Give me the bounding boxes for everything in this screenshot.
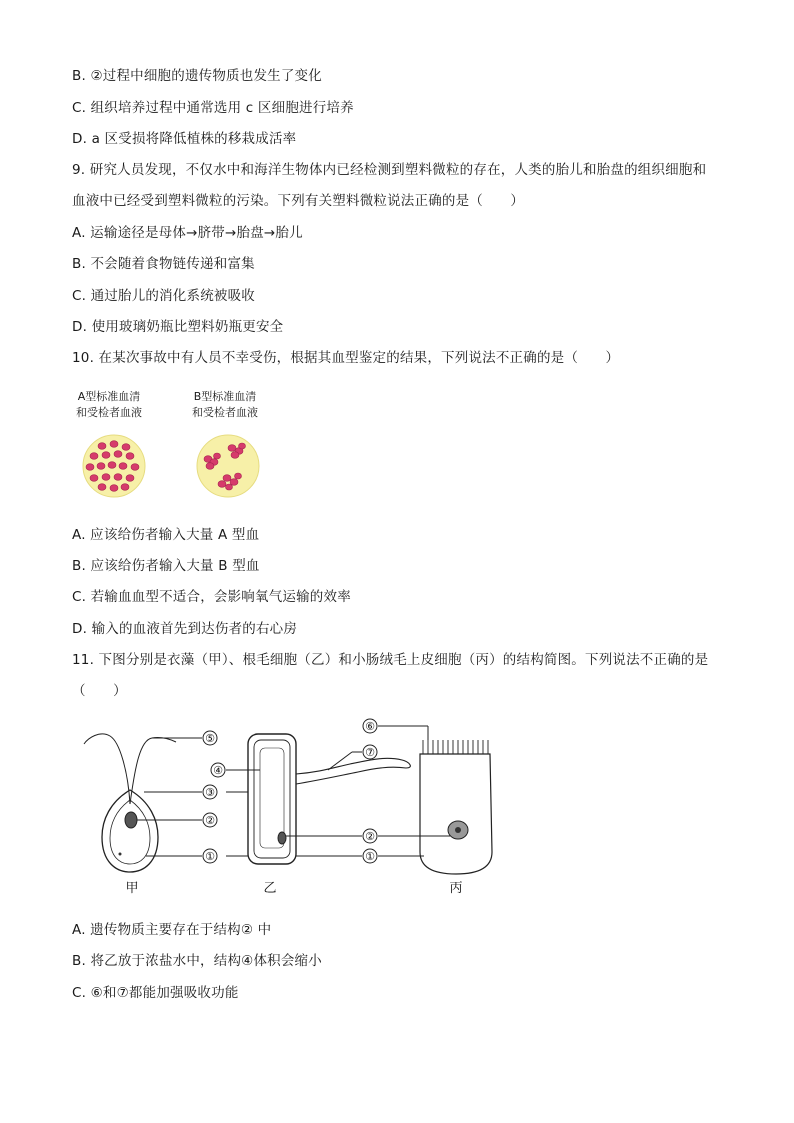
label-4-yi: ④ [213,764,223,777]
option-d-top: D. a 区受损将降低植株的移栽成活率 [72,131,297,147]
blood-dishes-svg [72,390,282,500]
left-dish-label-2: 和受检者血液 [76,406,142,419]
q11-option-c: C. ⑥和⑦都能加强吸收功能 [72,985,239,1001]
label-1-yi: ① [365,850,375,863]
right-dish-label-1: B型标准血清 [193,390,257,403]
q9-stem-line1: 9. 研究人员发现，不仅水中和海洋生物体内已经检测到塑料微粒的存在，人类的胎儿和胎盘的组织细胞和 [72,162,707,178]
chlamydomonas-nucleus [125,812,137,828]
label-5-jia: ⑤ [205,732,215,745]
left-dish-label-1: A型标准血清 [77,390,141,403]
q10-option-b: B. 应该给伤者输入大量 B 型血 [72,558,260,574]
option-b-top: B. ②过程中细胞的遗传物质也发生了变化 [72,68,322,84]
q9-option-a: A. 运输途径是母体→脐带→胎盘→胎儿 [72,225,303,241]
label-2-yi: ② [365,830,375,843]
q11-option-a: A. 遗传物质主要存在于结构② 中 [72,922,272,938]
q9-option-b: B. 不会随着食物链传递和富集 [72,256,255,272]
root-hair-nucleus [278,832,286,844]
q10-stem: 10. 在某次事故中有人员不幸受伤，根据其血型鉴定的结果，下列说法不正确的是（ ） [72,350,620,366]
q11-stem-line2: （ ） [72,683,127,699]
q11-stem-line1: 11. 下图分别是衣藻（甲）、根毛细胞（乙）和小肠绒毛上皮细胞（丙）的结构简图。下列说法不正确的是 [72,652,709,668]
microvilli [423,740,488,754]
q10-option-d: D. 输入的血液首先到达伤者的右心房 [72,621,298,637]
label-1-jia: ① [205,850,215,863]
q11-option-b: B. 将乙放于浓盐水中，结构④体积会缩小 [72,953,322,969]
label-2-jia: ② [205,814,215,827]
cell-structure-figure [80,712,510,897]
epithelial-cell-body [420,754,492,874]
caption-bing: 丙 [449,881,463,896]
label-3: ③ [205,786,215,799]
q9-option-c: C. 通过胎儿的消化系统被吸收 [72,288,256,304]
q9-option-d: D. 使用玻璃奶瓶比塑料奶瓶更安全 [72,319,284,335]
caption-jia: 甲 [125,881,139,896]
caption-yi: 乙 [263,881,277,896]
right-dish-label-2: 和受检者血液 [192,406,258,419]
label-6: ⑥ [365,720,375,733]
q10-option-c: C. 若输血血型不适合，会影响氧气运输的效率 [72,589,351,605]
chloroplast-cup [110,800,150,864]
q10-option-a: A. 应该给伤者输入大量 A 型血 [72,527,260,543]
option-c-top: C. 组织培养过程中通常选用 c 区细胞进行培养 [72,100,354,116]
q9-stem-line2: 血液中已经受到塑料微粒的污染。下列有关塑料微粒说法正确的是（ ） [72,193,525,209]
blood-type-figure [72,390,282,500]
label-7: ⑦ [365,746,375,759]
flagellum-left [84,734,130,804]
cell-diagram-svg [80,712,510,897]
root-hair [296,758,410,784]
root-hair-cell-wall [248,734,296,864]
